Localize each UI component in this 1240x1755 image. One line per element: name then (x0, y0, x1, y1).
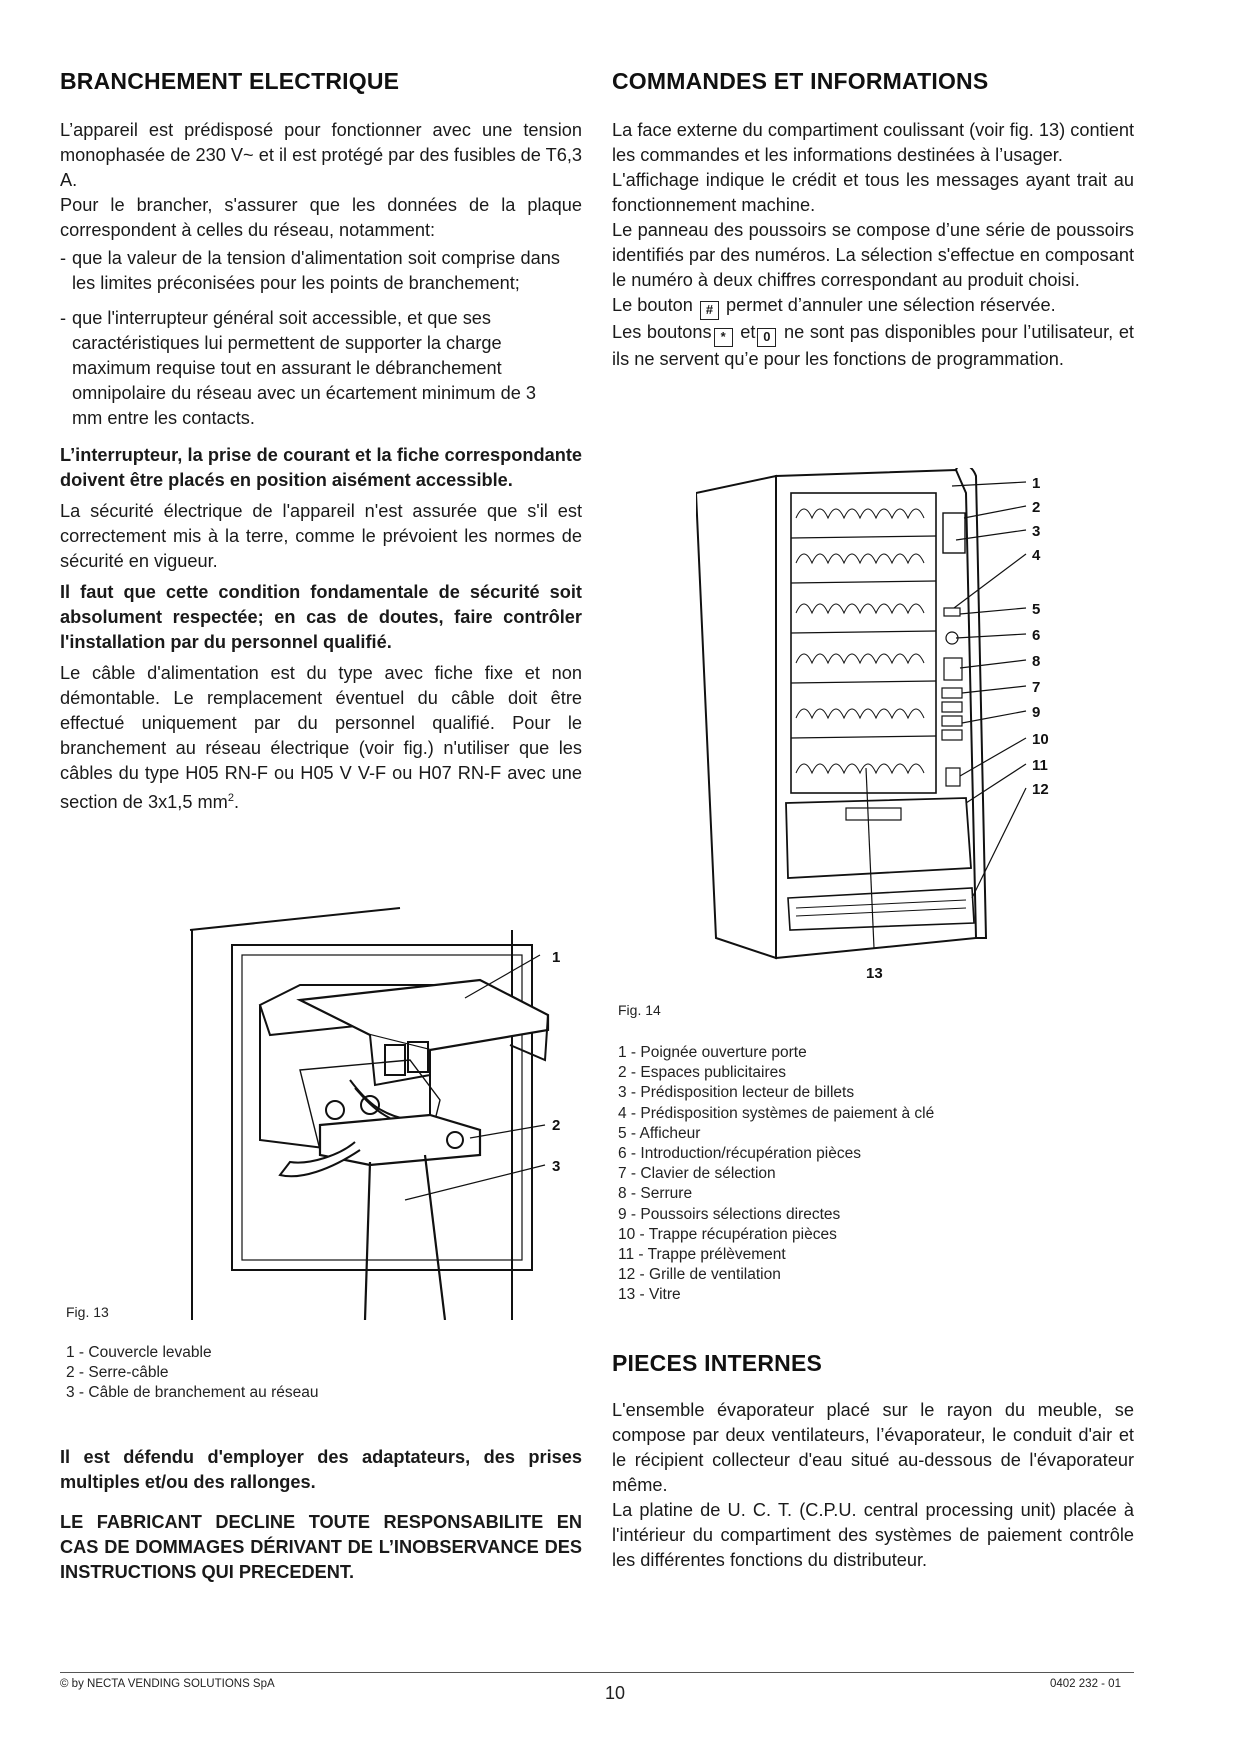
footer-doc-code: 0402 232 - 01 (1050, 1678, 1121, 1690)
warning-accessible: L’interrupteur, la prise de courant et la fiche correspondante doivent être placés en position aisément accessible. (60, 445, 582, 490)
section-title-commandes: COMMANDES ET INFORMATIONS (612, 68, 989, 94)
legend-item: 8 - Serrure (618, 1185, 693, 1203)
fig14-callout: 12 (1032, 781, 1049, 798)
legend-item: 6 - Introduction/récupération pièces (618, 1145, 861, 1163)
fig14-caption: Fig. 14 (618, 1002, 661, 1018)
fig14-vending-machine (696, 468, 1086, 988)
fig14-callout: 5 (1032, 601, 1041, 618)
legend-item: 3 - Prédisposition lecteur de billets (618, 1084, 855, 1102)
hash-key-icon: # (700, 301, 719, 320)
fig14-callout: 8 (1032, 653, 1041, 670)
fig13-callout-1: 1 (552, 949, 561, 966)
legend-item: 11 - Trappe prélèvement (618, 1246, 786, 1264)
fig13-caption: Fig. 13 (66, 1304, 109, 1320)
fig14-legend (618, 1043, 934, 1306)
fig14-callout: 11 (1032, 757, 1048, 774)
bullet-tension: - que la valeur de la tension d'alimentation soit comprise dans les limites préconisées pour les points de branchement; (60, 248, 560, 293)
warning-fabricant: LE FABRICANT DECLINE TOUTE RESPONSABILITE EN CAS DE DOMMAGES DÉRIVANT DE L’INOBSERVANCE DES INSTRUCTIONS QUI PRECEDENT. (60, 1512, 582, 1582)
bullet-interrupteur: - que l'interrupteur général soit accessible, et que ses caractéristiques lui permettent de supporter la charge maximum requise tout en assurant le débranchement omnipolaire du réseau avec un écartement minimum de 3 mm entre les contacts. (60, 308, 537, 428)
legend-item: 3 - Câble de branchement au réseau (66, 1384, 319, 1402)
footer-divider (60, 1672, 1134, 1673)
legend-item: 2 - Espaces publicitaires (618, 1064, 786, 1082)
fig14-callout: 13 (866, 965, 883, 982)
fig14-callout: 2 (1032, 499, 1041, 516)
paragraph-tension: L’appareil est prédisposé pour fonctionner avec une tension monophasée de 230 V~ et il est protégé par des fusibles de T6,3 A. (60, 120, 582, 190)
legend-item: 4 - Prédisposition systèmes de paiement à clé (618, 1104, 935, 1122)
legend-item: 2 - Serre-câble (66, 1364, 169, 1382)
paragraph-evaporateur: L'ensemble évaporateur placé sur le rayon du meuble, se compose par deux ventilateurs, l’évaporateur, le conduit d'air et le récipient collecteur d'eau situé au-dessous de l'évaporateur même. (612, 1400, 1134, 1495)
fig14-callout: 3 (1032, 523, 1041, 540)
warning-condition: Il faut que cette condition fondamentale de sécurité soit absolument respectée; en cas de doutes, faire contrôler l'installation par du personnel qualifié. (60, 582, 582, 652)
fig14-callout: 4 (1032, 547, 1041, 564)
section-title-branchement: BRANCHEMENT ELECTRIQUE (60, 68, 400, 94)
paragraph-bouton-annuler: Le bouton # permet d’annuler une sélection réservée. (612, 293, 1134, 320)
fig14-callout: 7 (1032, 679, 1041, 696)
paragraph-boutons-programmation: Les boutons * et 0 ne sont pas disponibles pour l’utilisateur, et ils ne servent qu’e pour les fonctions de programmation. (612, 322, 1134, 369)
legend-item: 7 - Clavier de sélection (618, 1165, 776, 1183)
fig13-legend (66, 1343, 318, 1404)
paragraph-poussoirs: Le panneau des poussoirs se compose d’une série de poussoirs identifiés par des numéros. La sélection s'effectue en composant le numéro à deux chiffres correspondant au produit choisi. (612, 220, 1134, 290)
legend-item: 5 - Afficheur (618, 1124, 701, 1142)
fig14-callout: 1 (1032, 475, 1041, 492)
star-key-icon: * (714, 328, 733, 347)
paragraph-securite: La sécurité électrique de l'appareil n'est assurée que s'il est correctement mis à la terre, comme le prévoient les normes de sécurité en vigueur. (60, 501, 582, 571)
legend-item: 1 - Couvercle levable (66, 1344, 212, 1361)
legend-item: 13 - Vitre (618, 1286, 681, 1304)
legend-item: 10 - Trappe récupération pièces (618, 1225, 837, 1243)
legend-item: 1 - Poignée ouverture porte (618, 1044, 807, 1061)
legend-item: 9 - Poussoirs sélections directes (618, 1205, 841, 1223)
page-number: 10 (605, 1683, 626, 1703)
fig14-callout: 6 (1032, 627, 1041, 644)
zero-key-icon: 0 (757, 328, 776, 347)
paragraph-face-externe: La face externe du compartiment coulissant (voir fig. 13) contient les commandes et les informations destinées à l’usager. (612, 120, 1134, 165)
warning-adaptateurs: Il est défendu d'employer des adaptateurs, des prises multiples et/ou des rallonges. (60, 1447, 582, 1492)
legend-item: 12 - Grille de ventilation (618, 1266, 781, 1284)
paragraph-platine: La platine de U. C. T. (C.P.U. central processing unit) placée à l'intérieur du compartiment des systèmes de paiement contrôle les différentes fonctions du distributeur. (612, 1500, 1134, 1570)
section-title-pieces-internes: PIECES INTERNES (612, 1350, 823, 1376)
paragraph-cable: Le câble d'alimentation est du type avec fiche fixe et non démontable. Le remplacement éventuel du câble doit être effectué uniquement par du personnel qualifié. Pour le branchement au réseau électrique (voir fig.) n'utiliser que les câbles du type H05 RN-F ou H05 V V-F ou H07 RN-F avec une section de 3x1,5 $mm^2$. (60, 663, 582, 813)
fig14-callout: 9 (1032, 704, 1041, 721)
fig13-callout-2: 2 (552, 1117, 561, 1134)
fig13-illustration (180, 900, 620, 1320)
paragraph-affichage: L'affichage indique le crédit et tous les messages ayant trait au fonctionnement machine. (612, 170, 1134, 215)
paragraph-brancher: Pour le brancher, s'assurer que les données de la plaque correspondent à celles du réseau, notamment: (60, 195, 582, 240)
fig14-callout: 10 (1032, 731, 1049, 748)
footer-copyright: © by NECTA VENDING SOLUTIONS SpA (60, 1678, 275, 1690)
fig13-callout-3: 3 (552, 1158, 561, 1175)
